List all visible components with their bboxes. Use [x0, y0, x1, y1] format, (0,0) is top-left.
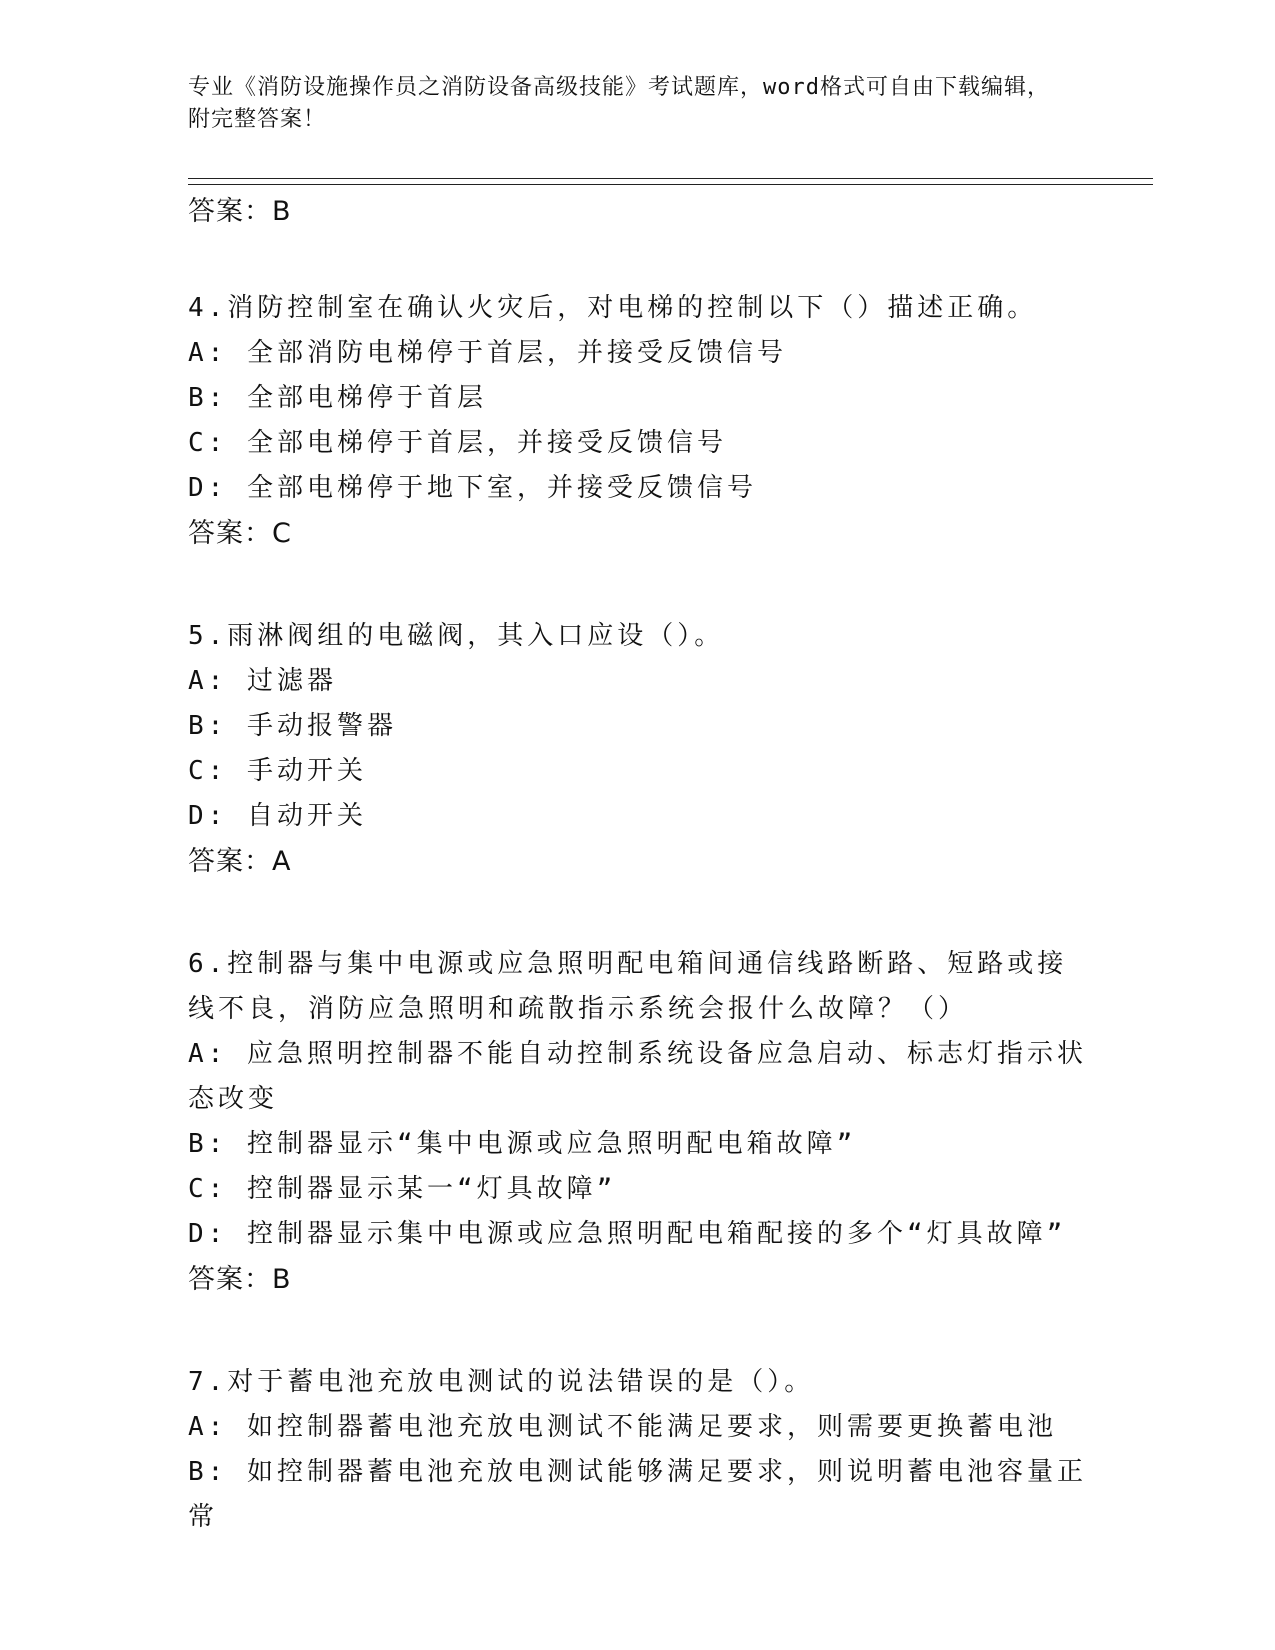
- option-d: D: 自动开关: [188, 801, 367, 831]
- header-intro: 专业《消防设施操作员之消防设备高级技能》考试题库，word格式可自由下载编辑，附完整答案！: [188, 75, 1050, 132]
- document-header: [188, 72, 1068, 136]
- option-b: B: 控制器显示“集中电源或应急照明配电箱故障”: [188, 1129, 857, 1159]
- option-c: C: 全部电梯停于首层，并接受反馈信号: [188, 428, 727, 458]
- question-stem: 6.控制器与集中电源或应急照明配电箱间通信线路断路、短路或接线不良，消防应急照明和疏散指示系统会报什么故障？（）: [188, 949, 1068, 1024]
- option-b: B: 手动报警器: [188, 711, 397, 741]
- option-a: A: 全部消防电梯停于首层，并接受反馈信号: [188, 338, 787, 368]
- option-a: A: 如控制器蓄电池充放电测试不能满足要求，则需要更换蓄电池: [188, 1412, 1057, 1442]
- question-block: [188, 286, 1088, 556]
- question-stem: 7.对于蓄电池充放电测试的说法错误的是（）。: [188, 1367, 815, 1397]
- header-divider-thick: [188, 178, 1153, 179]
- option-d: D: 全部电梯停于地下室，并接受反馈信号: [188, 473, 757, 503]
- option-b: B: 全部电梯停于首层: [188, 383, 487, 413]
- answer-line: 答案：B: [188, 196, 292, 227]
- question-stem: 5.雨淋阀组的电磁阀，其入口应设（）。: [188, 621, 725, 651]
- answer-line: 答案：B: [188, 1264, 292, 1295]
- question-block: [188, 614, 1088, 884]
- question-block: [188, 1360, 1088, 1540]
- question-stem: 4.消防控制室在确认火灾后，对电梯的控制以下（）描述正确。: [188, 293, 1038, 323]
- answer-line: 答案：A: [188, 846, 292, 877]
- option-a: A: 应急照明控制器不能自动控制系统设备应急启动、标志灯指示状态改变: [188, 1039, 1087, 1114]
- option-c: C: 手动开关: [188, 756, 367, 786]
- option-a: A: 过滤器: [188, 666, 337, 696]
- answer-line: 答案：C: [188, 518, 292, 549]
- option-c: C: 控制器显示某一“灯具故障”: [188, 1174, 617, 1204]
- option-b: B: 如控制器蓄电池充放电测试能够满足要求，则说明蓄电池容量正常: [188, 1457, 1087, 1532]
- question-block: [188, 942, 1088, 1302]
- option-d: D: 控制器显示集中电源或应急照明配电箱配接的多个“灯具故障”: [188, 1219, 1067, 1249]
- header-divider-thin: [188, 184, 1153, 185]
- exam-content: [188, 190, 1088, 1540]
